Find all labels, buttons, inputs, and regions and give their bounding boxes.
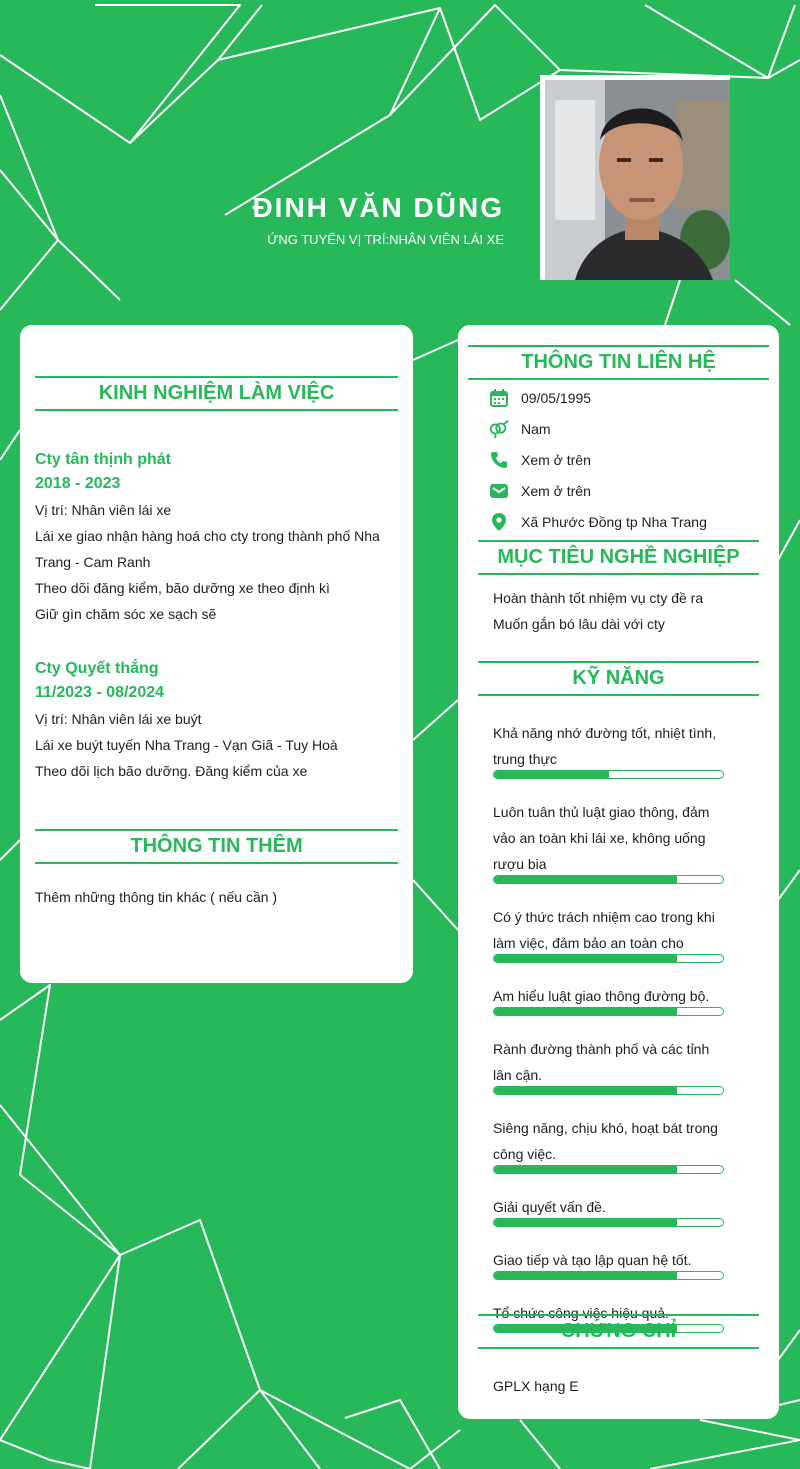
applied-position: ỨNG TUYỂN VỊ TRÍ:NHÂN VIÊN LÁI XE	[267, 232, 504, 247]
skill-level-bar	[493, 770, 724, 779]
skill-level-fill	[494, 1087, 677, 1094]
skill-label: Khả năng nhớ đường tốt, nhiệt tình,	[493, 725, 717, 741]
skill-label: Am hiểu luật giao thông đường bộ.	[493, 988, 710, 1004]
profile-photo	[540, 75, 730, 280]
skill-level-fill	[494, 1008, 677, 1015]
job-line: Vị trí: Nhân viên lái xe buýt	[35, 711, 202, 727]
contact-title: THÔNG TIN LIÊN HỆ	[468, 345, 769, 380]
job-line: Vị trí: Nhân viên lái xe	[35, 502, 172, 518]
skill-level-bar	[493, 954, 724, 963]
extra-info-title: THÔNG TIN THÊM	[35, 829, 398, 864]
skill-label: Có ý thức trách nhiệm cao trong khi	[493, 909, 715, 925]
certificate-text: GPLX hạng E	[493, 1378, 579, 1394]
skill-level-bar	[493, 1086, 724, 1095]
contact-phone	[488, 447, 591, 473]
email-icon	[488, 480, 510, 502]
skill-label: Siêng năng, chịu khó, hoạt bát trong	[493, 1120, 718, 1136]
skill-label: Tổ chức công việc hiệu quả.	[493, 1305, 669, 1321]
certificates-title: CHỨNG CHỈ	[478, 1314, 759, 1349]
job-line: Giữ gìn chăm sóc xe sạch sẽ	[35, 606, 217, 622]
skill-label: Giao tiếp và tạo lập quan hệ tốt.	[493, 1252, 692, 1268]
skill-label: Luôn tuân thủ luật giao thông, đảm	[493, 804, 710, 820]
extra-info-text: Thêm những thông tin khác ( nếu cần )	[35, 889, 278, 905]
contact-gender	[488, 416, 551, 442]
skill-level-fill	[494, 1272, 677, 1279]
skill-level-fill	[494, 771, 609, 778]
skill-label: trung thực	[493, 751, 557, 767]
skill-label: rượu bia	[493, 856, 547, 872]
skill-level-fill	[494, 1166, 677, 1173]
objective-title: MỤC TIÊU NGHỀ NGHIỆP	[478, 540, 759, 575]
calendar-icon	[488, 387, 510, 409]
job-line: Trang - Cam Ranh	[35, 554, 151, 570]
contact-text: Xem ở trên	[521, 452, 591, 468]
skill-level-bar	[493, 875, 724, 884]
candidate-name: ĐINH VĂN DŨNG	[252, 192, 504, 223]
job-company: Cty tân thịnh phát	[35, 451, 171, 468]
job-company: Cty Quyết thắng	[35, 660, 159, 677]
right-card	[458, 325, 779, 1419]
skill-level-bar	[493, 1165, 724, 1174]
contact-address	[488, 509, 707, 535]
contact-email	[488, 478, 591, 504]
skill-level-bar	[493, 1271, 724, 1280]
skill-label: làm việc, đảm bảo an toàn cho	[493, 935, 684, 951]
skills-title: KỸ NĂNG	[478, 661, 759, 696]
skill-level-fill	[494, 1219, 677, 1226]
skill-label: Rành đường thành phố và các tỉnh	[493, 1041, 710, 1057]
skill-label: vảo an toàn khi lái xe, không uống	[493, 830, 706, 846]
left-card	[20, 325, 413, 983]
location-icon	[488, 511, 510, 533]
objective-line: Muốn gắn bó lâu dài với cty	[493, 616, 665, 632]
job-years: 2018 - 2023	[35, 475, 121, 492]
skill-label: Giải quyết vấn đề.	[493, 1199, 606, 1215]
contact-text: 09/05/1995	[521, 390, 592, 406]
skill-label: công việc.	[493, 1146, 557, 1162]
job-line: Theo dõi lịch bão dưỡng. Đăng kiểm của xe	[35, 763, 308, 779]
gender-icon	[488, 418, 510, 440]
phone-icon	[488, 449, 510, 471]
contact-birthday	[488, 385, 591, 411]
objective-line: Hoàn thành tốt nhiệm vụ cty đề ra	[493, 590, 704, 606]
skill-level-bar	[493, 1218, 724, 1227]
experience-title: KINH NGHIỆM LÀM VIỆC	[35, 376, 398, 411]
contact-text: Xem ở trên	[521, 483, 591, 499]
skill-level-fill	[494, 955, 677, 962]
skill-level-bar	[493, 1007, 724, 1016]
contact-text: Xã Phước Đồng tp Nha Trang	[521, 514, 707, 530]
job-line: Lái xe giao nhận hàng hoá cho cty trong thành phố Nha	[35, 528, 380, 544]
skill-level-fill	[494, 876, 677, 883]
job-years: 11/2023 - 08/2024	[35, 684, 165, 701]
job-line: Theo dõi đăng kiểm, bão dưỡng xe theo định kì	[35, 580, 330, 596]
contact-text: Nam	[521, 421, 551, 437]
job-line: Lái xe buýt tuyến Nha Trang - Vạn Giã - Tuy Hoà	[35, 737, 338, 753]
skill-label: lân cận.	[493, 1067, 543, 1083]
